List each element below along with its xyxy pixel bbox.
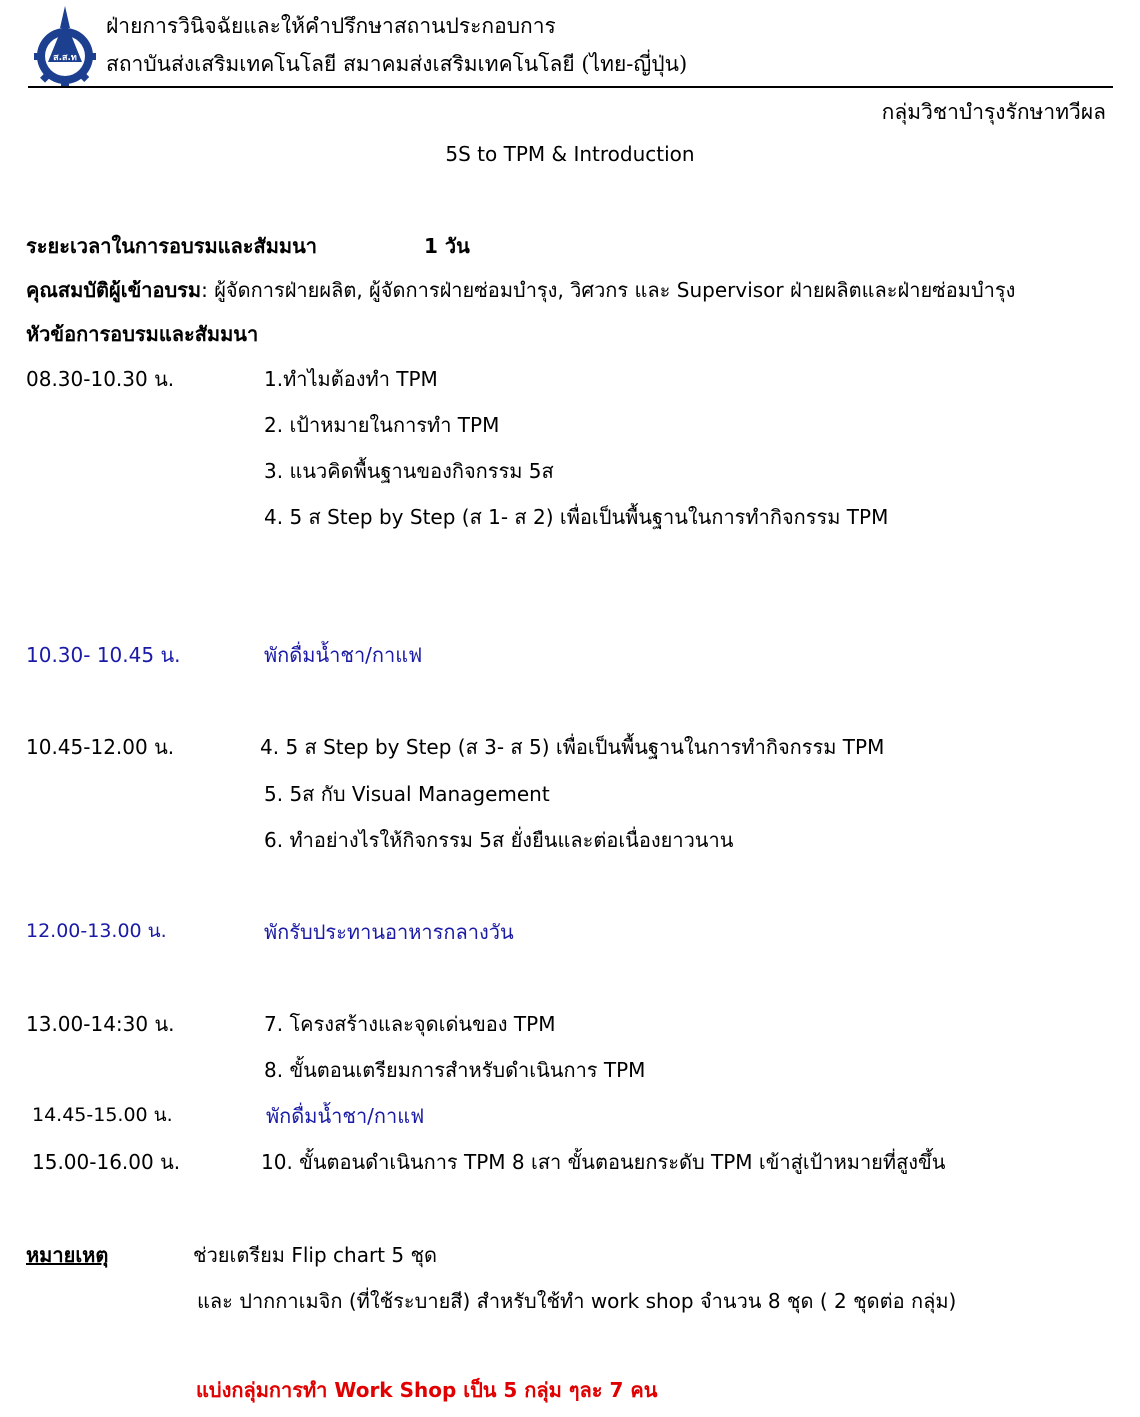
topics-heading: หัวข้อการอบรมและสัมมนา xyxy=(26,322,259,346)
session-3-time: 13.00-14:30 น. xyxy=(26,1012,175,1036)
header-divider xyxy=(28,86,1113,88)
department-name: กลุ่มวิชาบำรุงรักษาทวีผล xyxy=(881,100,1106,124)
session-2-item-2: 5. 5ส กับ Visual Management xyxy=(264,782,550,806)
qualification-label: คุณสมบัติผู้เข้าอบรม xyxy=(26,278,202,302)
note-label: หมายเหตุ xyxy=(26,1243,109,1267)
lunch-time: 12.00-13.00 น. xyxy=(26,920,167,942)
session-2-time: 10.45-12.00 น. xyxy=(26,735,175,759)
break-1-text: พักดื่มน้ำชา/กาแฟ xyxy=(264,643,423,667)
session-4-time: 15.00-16.00 น. xyxy=(32,1150,181,1174)
header-line-2: สถาบันส่งเสริมเทคโนโลยี สมาคมส่งเสริมเทคโนโลยี (ไทย-ญี่ปุ่น) xyxy=(106,52,688,76)
organization-logo-icon xyxy=(30,6,100,86)
break-2-text: พักดื่มน้ำชา/กาแฟ xyxy=(266,1104,425,1128)
break-1-time: 10.30- 10.45 น. xyxy=(26,643,181,667)
workshop-group-note: แบ่งกลุ่มการทำ Work Shop เป็น 5 กลุ่ม ๆละ 7 คน xyxy=(196,1378,658,1402)
session-3-item-1: 7. โครงสร้างและจุดเด่นของ TPM xyxy=(264,1012,556,1036)
session-1-item-4: 4. 5 ส Step by Step (ส 1- ส 2) เพื่อเป็นพื้นฐานในการทำกิจกรรม TPM xyxy=(264,505,889,529)
course-title: 5S to TPM & Introduction xyxy=(445,142,695,166)
qualification-line xyxy=(26,274,1015,306)
session-3-item-2: 8. ขั้นตอนเตรียมการสำหรับดำเนินการ TPM xyxy=(264,1058,646,1082)
header-line-1: ฝ่ายการวินิจฉัยและให้คำปรึกษาสถานประกอบการ xyxy=(106,14,556,38)
session-1-time: 08.30-10.30 น. xyxy=(26,367,175,391)
qualification-value: : ผู้จัดการฝ่ายผลิต, ผู้จัดการฝ่ายซ่อมบำรุง, วิศวกร และ Supervisor ฝ่ายผลิตและฝ่ายซ่อมบำรุง xyxy=(201,278,1016,302)
session-1-item-1: 1.ทำไมต้องทำ TPM xyxy=(264,367,438,391)
break-2-time: 14.45-15.00 น. xyxy=(32,1104,173,1126)
session-2-item-3: 6. ทำอย่างไรให้กิจกรรม 5ส ยั่งยืนและต่อเนื่องยาวนาน xyxy=(264,828,734,852)
lunch-text: พักรับประทานอาหารกลางวัน xyxy=(264,920,514,944)
session-2-item-1: 4. 5 ส Step by Step (ส 3- ส 5) เพื่อเป็นพื้นฐานในการทำกิจกรรม TPM xyxy=(260,735,885,759)
duration-value: 1 วัน xyxy=(424,234,470,258)
note-line-1: ช่วยเตรียม Flip chart 5 ชุด xyxy=(193,1243,438,1267)
session-4-item-1: 10. ขั้นตอนดำเนินการ TPM 8 เสา ขั้นตอนยกระดับ TPM เข้าสู่เป้าหมายที่สูงขึ้น xyxy=(261,1150,946,1174)
session-1-item-3: 3. แนวคิดพื้นฐานของกิจกรรม 5ส xyxy=(264,459,554,483)
logo-text: ส.ส.ท xyxy=(53,53,77,63)
session-1-item-2: 2. เป้าหมายในการทำ TPM xyxy=(264,413,500,437)
duration-label: ระยะเวลาในการอบรมและสัมมนา xyxy=(26,234,318,258)
note-line-2: และ ปากกาเมจิก (ที่ใช้ระบายสี) สำหรับใช้ทำ work shop จำนวน 8 ชุด ( 2 ชุดต่อ กลุ่ม) xyxy=(197,1289,957,1313)
